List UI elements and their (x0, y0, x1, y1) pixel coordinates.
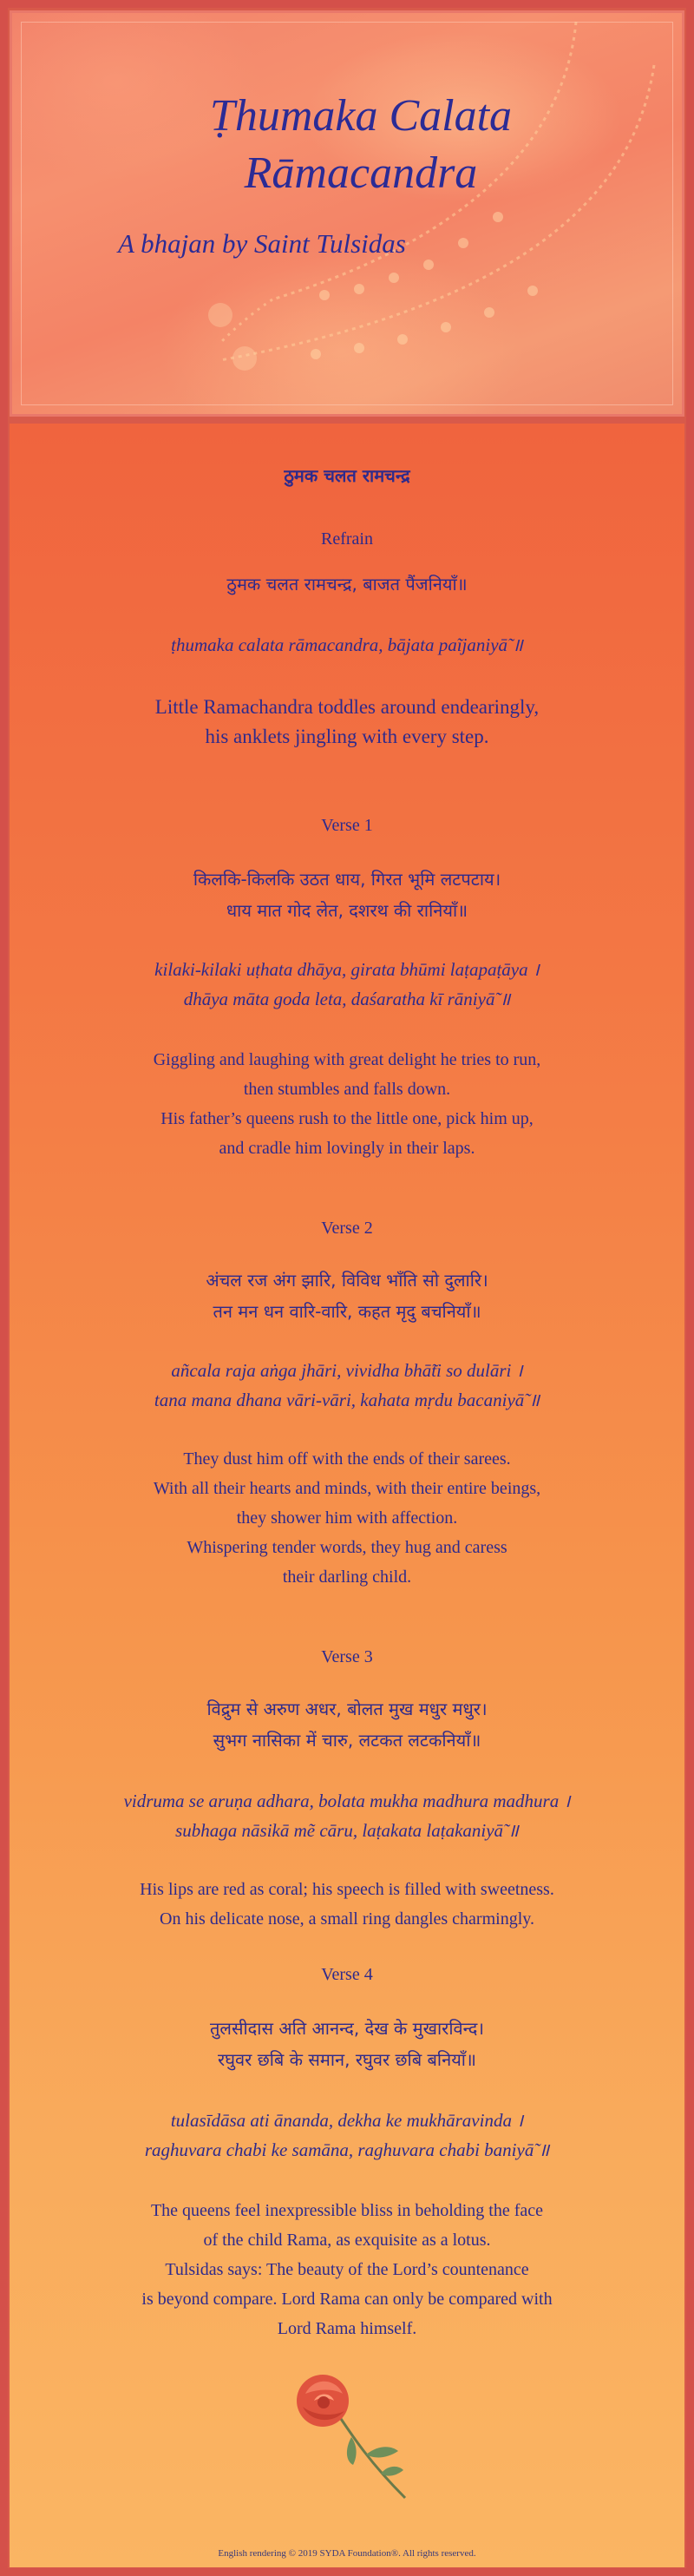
verse3-translit-line-2: subhaga nāsikā mẽ cāru, laṭakata laṭakaniyā̃ ॥ (175, 1820, 519, 1841)
verse4-label: Verse 4 (321, 1965, 373, 1984)
verse1-devanagari-line-2: धाय मात गोद लेत, दशरथ की रानियाँ॥ (226, 900, 468, 921)
refrain-label: Refrain (321, 529, 373, 549)
verse1-translit-line-2: dhāya māta goda leta, daśaratha kī rāniyā̃ ॥ (183, 989, 511, 1009)
verse4-devanagari-line-1: तुलसीदास अति आनन्द, देख के मुखारविन्द। (209, 2018, 485, 2039)
verse4-english-line-4: is beyond compare. Lord Rama can only be compared with (141, 2290, 553, 2309)
verse2-english-line-1: They dust him off with the ends of their sarees. (183, 1449, 511, 1469)
title-line-2: Rāmacandra (244, 148, 478, 198)
verse2-label: Verse 2 (321, 1219, 373, 1238)
verse2-translit-line-2: tana mana dhana vāri-vāri, kahata mṛdu bacaniyā̃ ॥ (154, 1390, 540, 1410)
verse4-translit-line-1: tulasīdāsa ati ānanda, dekha ke mukhāravinda । (170, 2110, 524, 2131)
verse2-english-line-4: Whispering tender words, they hug and caress (187, 1538, 507, 1557)
verse2-english-line-2: With all their hearts and minds, with their entire beings, (153, 1479, 541, 1498)
verse1-devanagari-line-1: किलकि-किलकि उठत धाय, गिरत भूमि लटपटाय। (193, 869, 501, 890)
verse1-english-line-4: and cradle him lovingly in their laps. (219, 1139, 475, 1158)
verse4-english-line-5: Lord Rama himself. (277, 2319, 417, 2338)
verse4-english-line-3: Tulsidas says: The beauty of the Lord’s countenance (165, 2260, 529, 2279)
verse2-devanagari-line-1: अंचल रज अंग झारि, विविध भाँति सो दुलारि। (206, 1270, 488, 1291)
verse3-translit-line-1: vidruma se aruṇa adhara, bolata mukha madhura madhura । (123, 1791, 571, 1811)
verse1-translit-line-1: kilaki-kilaki uṭhata dhāya, girata bhūmi laṭapaṭāya । (154, 959, 540, 980)
verse3-devanagari-line-2: सुभग नासिका में चारु, लटकत लटकनियाँ॥ (213, 1730, 481, 1751)
verse4-translit-line-2: raghuvara chabi ke samāna, raghuvara chabi baniyā̃ ॥ (144, 2139, 550, 2160)
refrain-transliteration: ṭhumaka calata rāmacandra, bājata paĩjaniyā̃ ॥ (171, 634, 523, 655)
page-title (118, 88, 604, 202)
page-subtitle: A bhajan by Saint Tulsidas (118, 228, 406, 259)
verse1-english-line-3: His father’s queens rush to the little one, pick him up, (160, 1109, 534, 1128)
verse4-devanagari-line-2: रघुवर छबि के समान, रघुवर छबि बनियाँ॥ (218, 2049, 476, 2070)
verse3-label: Verse 3 (321, 1647, 373, 1666)
verse2-english-line-3: they shower him with affection. (236, 1508, 458, 1528)
title-line-1: Ṭhumaka Calata (209, 91, 513, 141)
verse2-devanagari-line-2: तन मन धन वारि-वारि, कहत मृदु बचनियाँ॥ (213, 1301, 481, 1322)
verse2-english-line-5: their darling child. (282, 1567, 412, 1587)
verse3-english-line-2: On his delicate nose, a small ring dangles charmingly. (160, 1909, 534, 1929)
header-banner (10, 10, 684, 417)
verse1-label: Verse 1 (321, 816, 373, 835)
verse1-english-line-2: then stumbles and falls down. (243, 1080, 451, 1099)
verse2-translit-line-1: añcala raja aṅga jhāri, vividha bhā̃ti so dulāri । (171, 1360, 523, 1381)
refrain-english-line-2: his anklets jingling with every step. (205, 726, 489, 747)
rose-icon (284, 2368, 414, 2507)
devanagari-heading: ठुमक चलत रामचन्द्र (284, 465, 410, 486)
lyrics-panel (10, 424, 684, 2567)
copyright-notice: English rendering © 2019 SYDA Foundation®. All rights reserved. (218, 2548, 476, 2559)
refrain-devanagari: ठुमक चलत रामचन्द्र, बाजत पैंजनियाँ॥ (226, 574, 468, 595)
verse3-devanagari-line-1: विद्रुम से अरुण अधर, बोलत मुख मधुर मधुर। (206, 1699, 488, 1719)
banner-inner-border (21, 22, 673, 405)
verse1-english-line-1: Giggling and laughing with great delight he tries to run, (153, 1050, 541, 1069)
verse3-english-line-1: His lips are red as coral; his speech is filled with sweetness. (140, 1880, 554, 1899)
refrain-english-line-1: Little Ramachandra toddles around endearingly, (154, 696, 540, 718)
verse4-english-line-1: The queens feel inexpressible bliss in beholding the face (150, 2201, 544, 2220)
verse4-english-line-2: of the child Rama, as exquisite as a lotus. (203, 2231, 491, 2250)
